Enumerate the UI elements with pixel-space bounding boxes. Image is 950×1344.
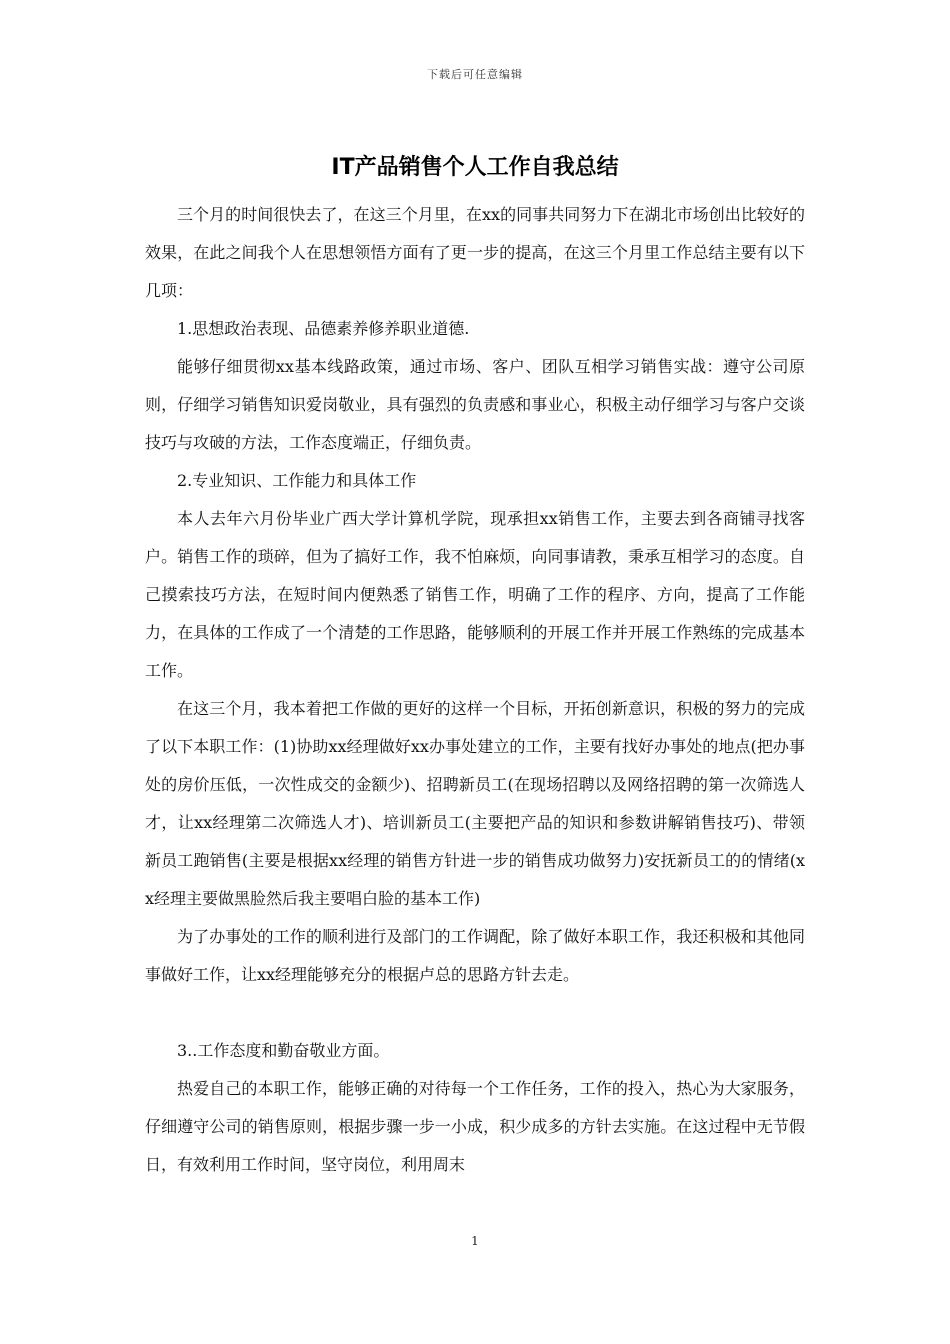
paragraph-intro: 三个月的时间很快去了，在这三个月里，在xx的同事共同努力下在湖北市场创出比较好的效果，在此之间我个人在思想领悟方面有了更一步的提高，在这三个月里工作总结主要有以下几项： <box>145 205 805 300</box>
document-title: IT产品销售个人工作自我总结 <box>331 155 619 180</box>
document-body <box>145 196 805 1184</box>
section-heading-2: 2.专业知识、工作能力和具体工作 <box>177 471 417 490</box>
paragraph-section-2b: 在这三个月，我本着把工作做的更好的这样一个目标，开拓创新意识，积极的努力的完成了以下本职工作：(1)协助xx经理做好xx办事处建立的工作，主要有找好办事处的地点(把办事处的房价压低，一次性成交的金额少)、招聘新员工(在现场招聘以及网络招聘的第一次筛选人才，让xx经理第二次筛选人才)、培训新员工(主要把产品的知识和参数讲解销售技巧)、带领新员工跑销售(主要是根据xx经理的销售方针进一步的销售成功做努力)安抚新员工的的情绪(xx经理主要做黑脸然后我主要唱白脸的基本工作) <box>145 699 805 908</box>
section-heading-3: 3..工作态度和勤奋敬业方面。 <box>177 1041 390 1060</box>
paragraph-section-3: 热爱自己的本职工作，能够正确的对待每一个工作任务，工作的投入，热心为大家服务，仔细遵守公司的销售原则，根据步骤一步一小成，积少成多的方针去实施。在这过程中无节假日，有效利用工作时间，坚守岗位，利用周末 <box>145 1079 805 1174</box>
paragraph-section-1: 能够仔细贯彻xx基本线路政策，通过市场、客户、团队互相学习销售实战：遵守公司原则，仔细学习销售知识爱岗敬业，具有强烈的负责感和事业心，积极主动仔细学习与客户交谈技巧与攻破的方法，工作态度端正，仔细负责。 <box>145 357 805 452</box>
paragraph-section-2c: 为了办事处的工作的顺利进行及部门的工作调配，除了做好本职工作，我还积极和其他同事做好工作，让xx经理能够充分的根据卢总的思路方针去走。 <box>145 927 805 984</box>
paragraph-section-2a: 本人去年六月份毕业广西大学计算机学院，现承担xx销售工作，主要去到各商铺寻找客户。销售工作的琐碎，但为了搞好工作，我不怕麻烦，向同事请教，秉承互相学习的态度。自己摸索技巧方法，在短时间内便熟悉了销售工作，明确了工作的程序、方向，提高了工作能力，在具体的工作成了一个清楚的工作思路，能够顺利的开展工作并开展工作熟练的完成基本工作。 <box>145 509 805 680</box>
blank-line <box>145 994 805 1032</box>
page-number: 1 <box>471 1234 479 1248</box>
section-heading-1: 1.思想政治表现、品德素养修养职业道德. <box>177 319 470 338</box>
page-header: 下载后可任意编辑 <box>427 68 523 81</box>
